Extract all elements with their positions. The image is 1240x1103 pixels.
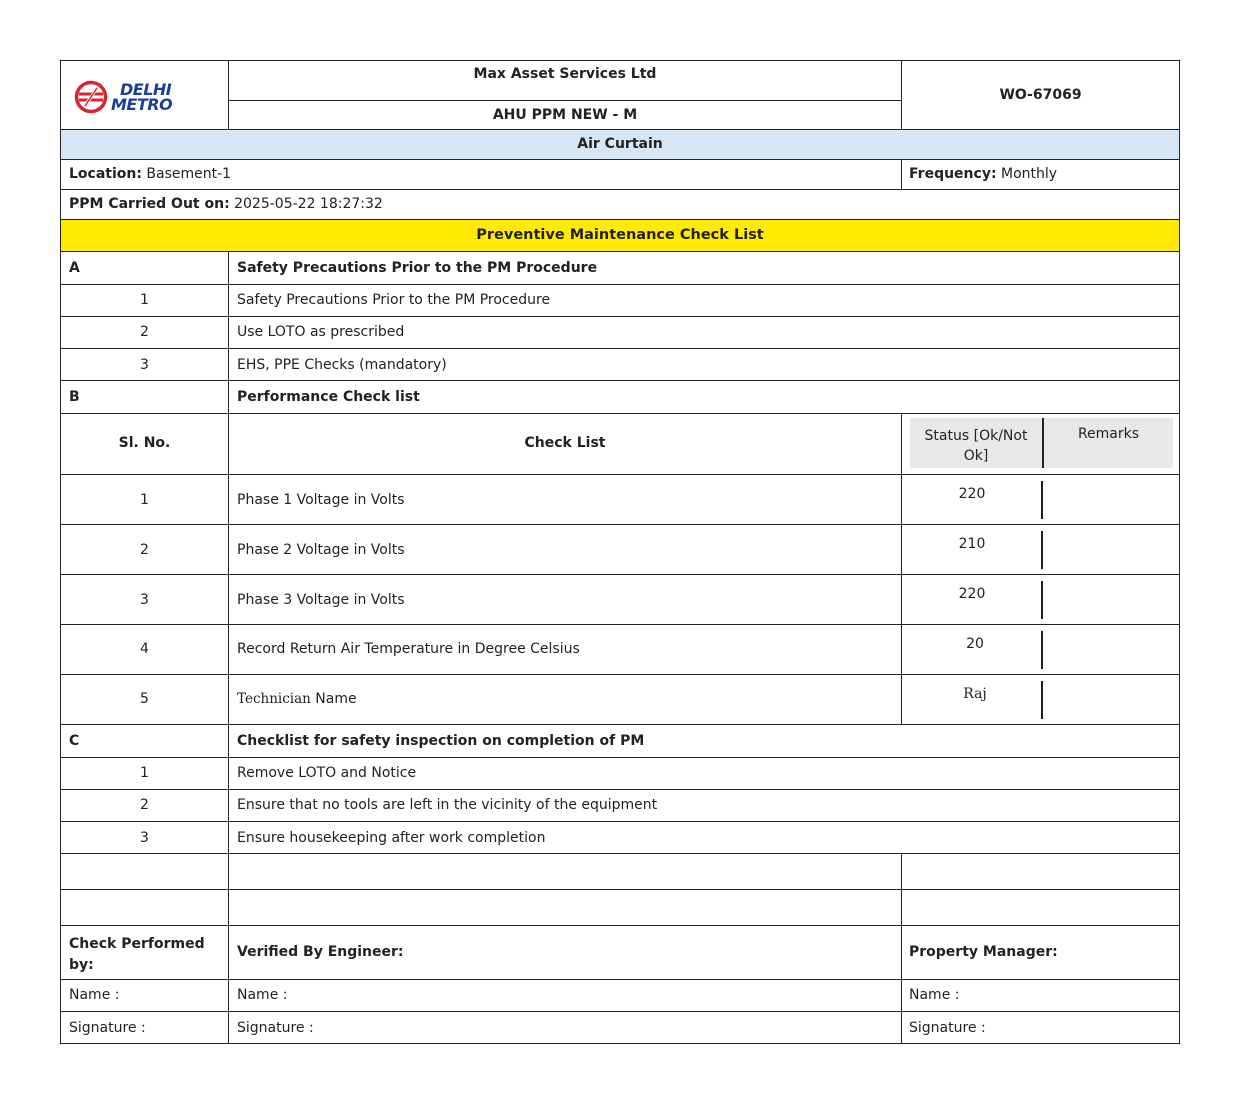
item-text: Phase 1 Voltage in Volts <box>237 492 405 508</box>
logo-line-1: DELHI <box>120 80 172 99</box>
item-number: 3 <box>140 592 149 608</box>
signoff-name-row <box>61 980 1179 1012</box>
section-a-header <box>61 252 1179 285</box>
logo-cell <box>61 61 228 129</box>
delhi-metro-logo-icon <box>73 79 109 115</box>
blank-row <box>61 854 1179 890</box>
col-status <box>910 426 1042 466</box>
frequency-field <box>909 166 1057 182</box>
work-order-number: WO-67069 <box>999 87 1082 103</box>
frequency-value: Monthly <box>1001 166 1058 182</box>
section-c-code: C <box>69 733 80 749</box>
section-b-header <box>61 381 1179 414</box>
item-text: Phase 3 Voltage in Volts <box>237 592 405 608</box>
carried-out-label: PPM Carried Out on: <box>69 196 230 212</box>
section-c-title: Checklist for safety inspection on completion of PM <box>237 733 645 749</box>
item-text: Phase 2 Voltage in Volts <box>237 542 405 558</box>
location-value: Basement-1 <box>146 166 232 182</box>
checklist-title-row <box>61 220 1179 252</box>
property-manager-label: Property Manager: <box>909 944 1058 960</box>
item-number: 5 <box>140 691 149 707</box>
item-text: Safety Precautions Prior to the PM Procedure <box>237 292 551 308</box>
col-remarks: Remarks <box>1077 426 1140 442</box>
item-text: Record Return Air Temperature in Degree Celsius <box>237 641 580 657</box>
list-item <box>61 317 1179 349</box>
status-value: 210 <box>958 536 986 552</box>
item-number: 1 <box>140 765 149 781</box>
item-number: 3 <box>140 357 149 373</box>
table-row <box>61 625 1179 675</box>
performer-name-label: Name : <box>69 987 120 1003</box>
status-value: 220 <box>958 486 986 502</box>
item-number: 2 <box>140 324 149 340</box>
header-row <box>61 61 1179 130</box>
list-item <box>61 790 1179 822</box>
ppm-checklist-sheet <box>60 60 1180 1044</box>
manager-name-label: Name : <box>909 987 960 1003</box>
list-item <box>61 758 1179 790</box>
list-item <box>61 822 1179 854</box>
table-row <box>61 575 1179 625</box>
blank-row <box>61 890 1179 926</box>
table-row <box>61 475 1179 525</box>
frequency-cell <box>901 160 1179 189</box>
section-a-code: A <box>69 260 80 276</box>
item-text: EHS, PPE Checks (mandatory) <box>237 357 447 373</box>
item-number: 1 <box>140 292 149 308</box>
carried-out-row <box>61 190 1179 220</box>
asset-row <box>61 130 1179 160</box>
performer-signature-label: Signature : <box>69 1020 146 1036</box>
asset-name: Air Curtain <box>577 136 663 152</box>
title-cell <box>228 61 901 129</box>
table-header-row <box>61 414 1179 475</box>
col-status-line-1: Status [Ok/Not <box>924 428 1028 444</box>
col-check-list: Check List <box>524 435 606 451</box>
item-text: Use LOTO as prescribed <box>237 324 405 340</box>
verified-by-label: Verified By Engineer: <box>237 944 404 960</box>
engineer-name-label: Name : <box>237 987 288 1003</box>
carried-out-value: 2025-05-22 18:27:32 <box>234 196 383 212</box>
location-field <box>69 166 231 182</box>
table-row <box>61 525 1179 575</box>
location-label: Location: <box>69 166 142 182</box>
list-item <box>61 285 1179 317</box>
table-row <box>61 675 1179 725</box>
signoff-header-row <box>61 926 1179 980</box>
section-c-header <box>61 725 1179 758</box>
item-number: 1 <box>140 492 149 508</box>
work-order-cell <box>901 61 1179 129</box>
form-name: AHU PPM NEW - M <box>492 107 638 123</box>
frequency-label: Frequency: <box>909 166 997 182</box>
item-number: 2 <box>140 542 149 558</box>
performed-by-line-1: Check Performed <box>69 936 205 952</box>
manager-signature-label: Signature : <box>909 1020 986 1036</box>
item-number: 2 <box>140 797 149 813</box>
item-text-part-1: Technician <box>237 691 311 707</box>
performed-by-line-2: by: <box>69 957 94 973</box>
item-text <box>237 691 357 707</box>
item-text: Remove LOTO and Notice <box>237 765 417 781</box>
status-remarks-header <box>901 414 1179 474</box>
signoff-signature-row <box>61 1012 1179 1044</box>
item-number: 4 <box>140 641 149 657</box>
item-text: Ensure housekeeping after work completion <box>237 830 546 846</box>
location-row <box>61 160 1179 190</box>
status-value: Raj <box>963 686 987 702</box>
section-a-title: Safety Precautions Prior to the PM Procedure <box>237 260 598 276</box>
section-b-title: Performance Check list <box>237 389 420 405</box>
carried-out-field <box>69 196 383 212</box>
status-value: 20 <box>966 636 984 652</box>
item-text-part-2: Name <box>310 691 357 707</box>
engineer-signature-label: Signature : <box>237 1020 314 1036</box>
section-b-code: B <box>69 389 80 405</box>
performed-by-label <box>69 934 205 976</box>
status-value: 220 <box>958 586 986 602</box>
col-status-line-2: Ok] <box>963 448 989 464</box>
logo-line-2: METRO <box>111 95 173 114</box>
list-item <box>61 349 1179 381</box>
item-number: 3 <box>140 830 149 846</box>
col-sl-no: Sl. No. <box>118 435 171 451</box>
checklist-title: Preventive Maintenance Check List <box>476 227 764 243</box>
item-text: Ensure that no tools are left in the vicinity of the equipment <box>237 797 658 813</box>
company-name: Max Asset Services Ltd <box>473 66 657 82</box>
